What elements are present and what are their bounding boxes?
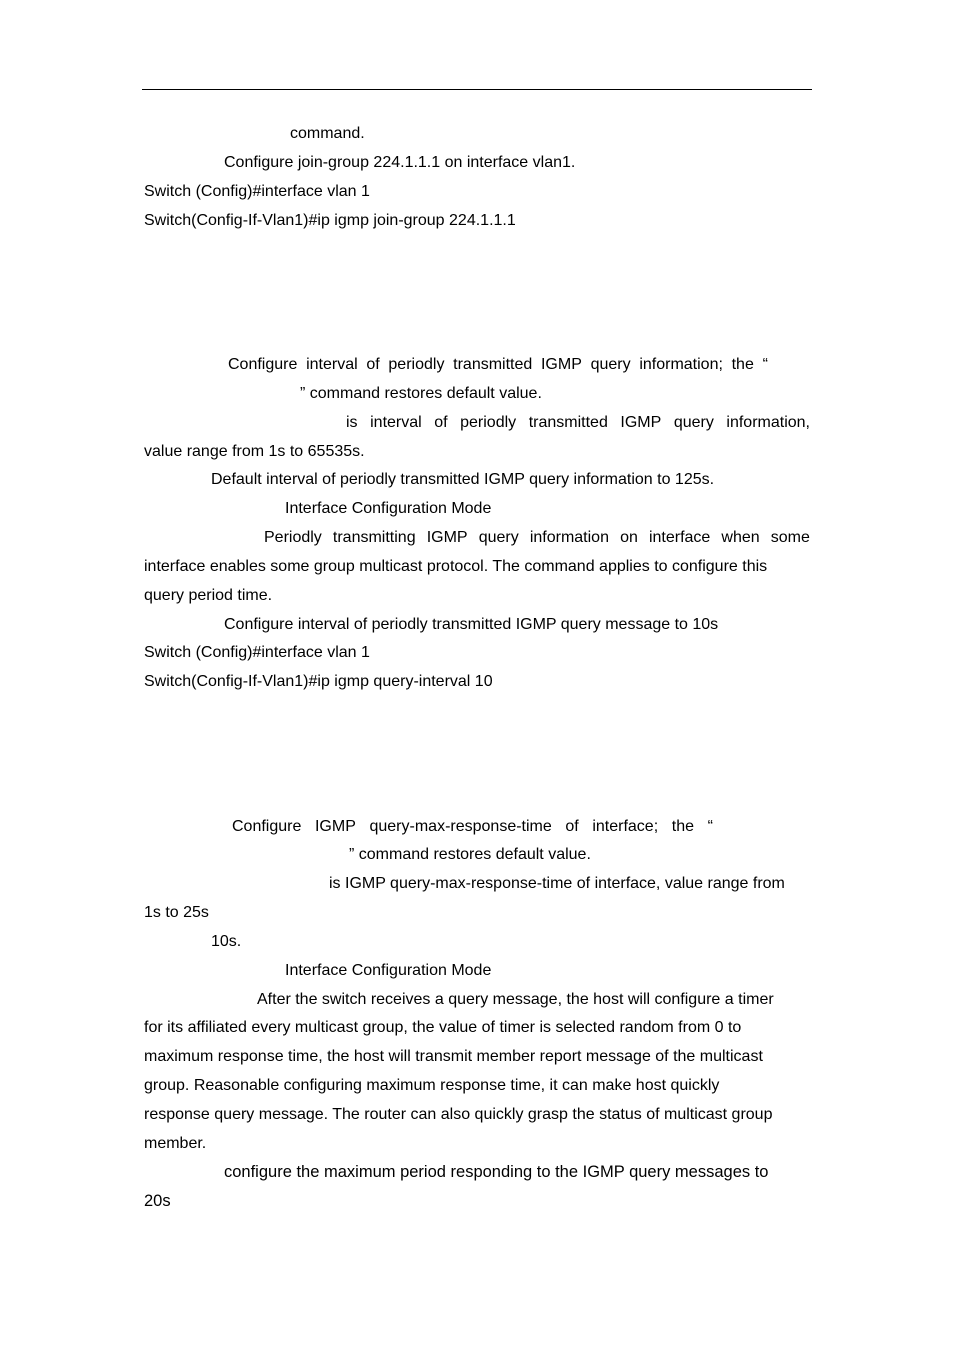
word: interface (648, 529, 711, 546)
word: IGMP (426, 529, 468, 546)
usage-line: member. (144, 1135, 207, 1152)
word: Configure (228, 356, 298, 373)
word: query (590, 356, 631, 373)
word: interface; (592, 818, 659, 835)
word: of (565, 818, 579, 835)
word: Configure (232, 818, 302, 835)
function-line: ” command restores default value. (300, 385, 542, 402)
parameter-line: is IGMP query-max-response-time of interface, value range from (329, 875, 785, 892)
usage-line: After the switch receives a query message, the host will configure a timer (257, 991, 774, 1008)
word: transmitted (528, 414, 608, 431)
word: of (434, 414, 448, 431)
example-description: configure the maximum period responding to the IGMP query messages to (224, 1163, 769, 1181)
word: on (620, 529, 638, 546)
code-line: Switch (Config)#interface vlan 1 (144, 183, 370, 200)
word: query (478, 529, 519, 546)
parameter-line: value range from 1s to 65535s. (144, 443, 365, 460)
usage-line: maximum response time, the host will transmit member report message of the multicast (144, 1048, 763, 1065)
default-line: 10s. (211, 933, 242, 950)
word: query (673, 414, 714, 431)
word: interval (306, 356, 358, 373)
word: IGMP (620, 414, 662, 431)
default-line: Default interval of periodly transmitted IGMP query information to 125s. (211, 471, 715, 488)
word: transmitted (453, 356, 533, 373)
function-line (232, 817, 713, 837)
code-line: Switch(Config-If-Vlan1)#ip igmp query-interval 10 (144, 673, 493, 690)
word: periodly (388, 356, 445, 373)
word: information, (726, 414, 810, 431)
parameter-line (346, 413, 810, 433)
word: query-max-response-time (369, 818, 552, 835)
usage-line: group. Reasonable configuring maximum response time, it can make host quickly (144, 1077, 720, 1094)
usage-line: for its affiliated every multicast group, the value of timer is selected random from 0 to (144, 1019, 742, 1036)
word: “ (707, 818, 713, 835)
command-mode: Interface Configuration Mode (285, 500, 492, 517)
example-description: Configure join-group 224.1.1.1 on interface vlan1. (224, 154, 576, 171)
word: the (671, 818, 694, 835)
word: when (721, 529, 760, 546)
usage-line (264, 528, 810, 548)
usage-line: query period time. (144, 587, 273, 604)
word: IGMP (314, 818, 356, 835)
function-line: ” command restores default value. (349, 846, 591, 863)
word: of (366, 356, 380, 373)
code-line: Switch(Config-If-Vlan1)#ip igmp join-group 224.1.1.1 (144, 212, 516, 229)
word: transmitting (332, 529, 416, 546)
example-description: 20s (144, 1192, 171, 1210)
function-line (228, 355, 768, 375)
word: the (731, 356, 754, 373)
word: some (770, 529, 810, 546)
word: is (346, 414, 358, 431)
usage-line: interface enables some group multicast protocol. The command applies to configure this (144, 558, 768, 575)
word: IGMP (540, 356, 582, 373)
word: “ (762, 356, 768, 373)
example-description: Configure interval of periodly transmitted IGMP query message to 10s (224, 616, 719, 633)
word: information; (639, 356, 723, 373)
usage-tail: command. (290, 125, 365, 142)
header-rule (142, 89, 812, 90)
command-mode: Interface Configuration Mode (285, 962, 492, 979)
code-line: Switch (Config)#interface vlan 1 (144, 644, 370, 661)
word: periodly (460, 414, 517, 431)
word: information (529, 529, 609, 546)
parameter-line: 1s to 25s (144, 904, 209, 921)
usage-line: response query message. The router can also quickly grasp the status of multicast group (144, 1106, 773, 1123)
word: Periodly (264, 529, 322, 546)
word: interval (370, 414, 422, 431)
